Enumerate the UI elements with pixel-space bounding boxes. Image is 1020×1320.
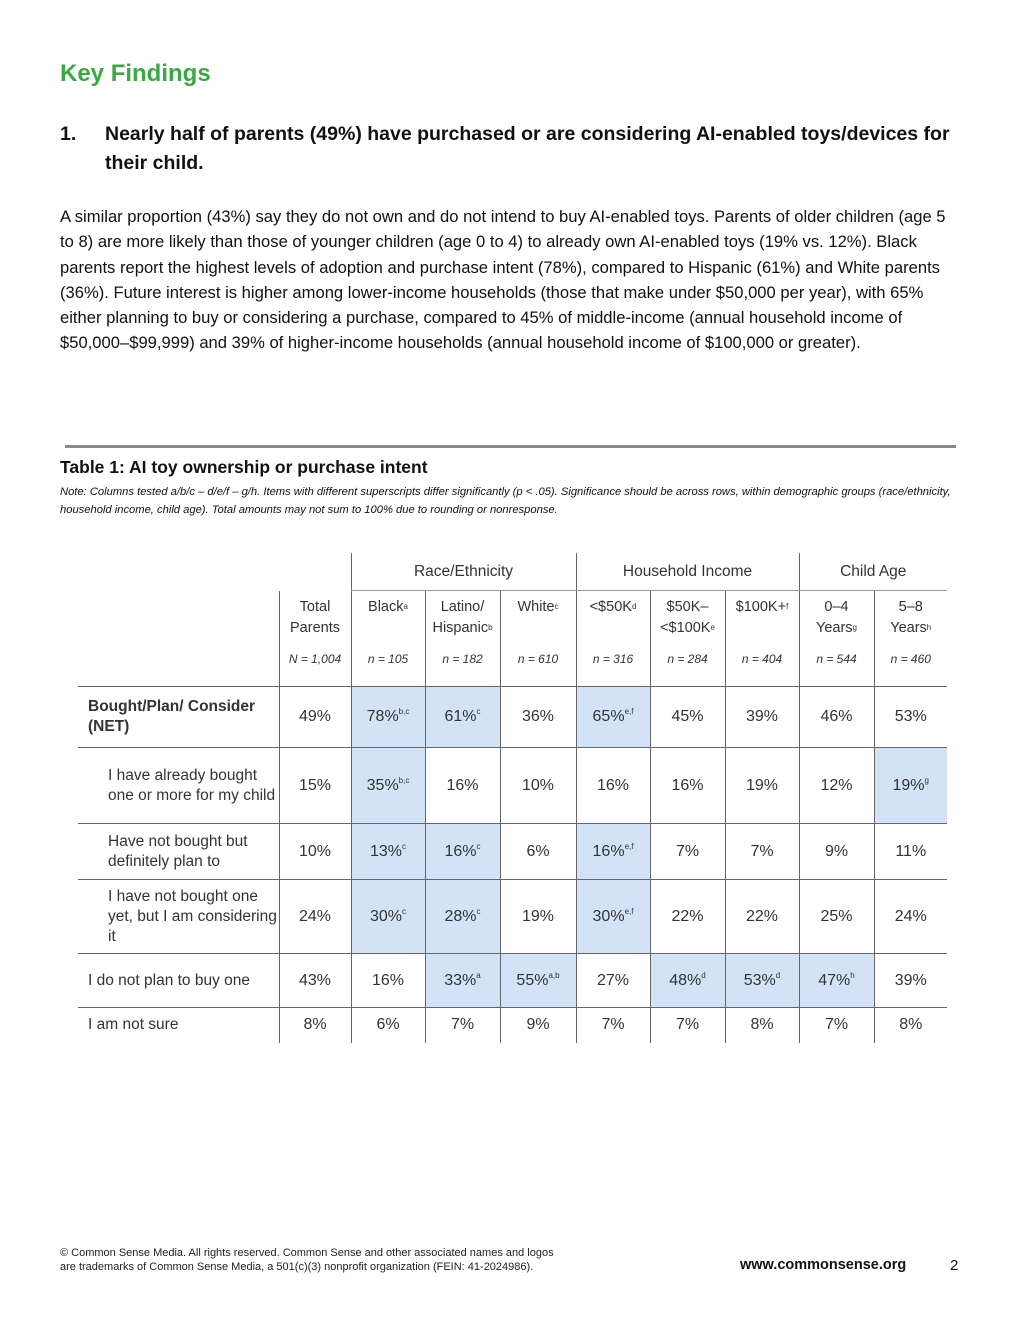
column-label: White [517,599,555,615]
column-header [279,591,351,687]
table-cell [351,824,425,880]
table-cell [351,1008,425,1043]
table-row [78,748,947,824]
column-superscript: e [710,623,715,632]
group-child-age: Child Age [799,553,947,591]
table-cell [279,954,351,1008]
cell-value: 53% [894,708,927,725]
cell-value: 13% [369,842,403,860]
column-label: $50K– [666,599,709,615]
cell-value: 28% [444,907,477,925]
cell-superscript: h [850,970,855,980]
column-header [874,591,947,687]
cell-value: 7% [824,1016,849,1034]
sample-size: n = 182 [442,652,483,666]
column-label-line2: Years [890,620,927,636]
column-header [725,591,799,687]
table-cell [351,687,425,748]
column-label-line2: <$100K [660,620,711,636]
cell-value: 30% [369,907,403,925]
table-cell [425,687,500,748]
column-superscript: c [554,602,559,611]
cell-superscript: b,c [398,707,410,716]
cell-value: 45% [671,708,704,725]
table-title: Table 1: AI toy ownership or purchase intent [60,457,428,477]
table-cell [279,748,351,824]
cell-value: 8% [303,1016,327,1034]
table-cell [799,748,874,824]
cell-value: 47% [818,971,851,989]
table-cell [799,1008,874,1043]
table-cell [725,880,799,954]
table-cell [725,824,799,880]
table-cell [500,954,576,1008]
table-cell [650,954,725,1008]
table-cell [725,1008,799,1043]
cell-superscript: e,f [624,707,634,716]
table-row [78,954,947,1008]
cell-value: 65% [592,708,625,725]
cell-superscript: d [701,970,706,980]
column-label: <$50K [589,599,632,615]
cell-value: 78% [366,708,399,725]
table-cell [500,748,576,824]
column-superscript: a [403,602,408,611]
column-label: $100K+ [735,599,787,615]
sample-size: N = 1,004 [288,651,342,666]
table-cell [874,880,947,954]
sample-size: n = 544 [816,652,857,666]
column-superscript: h [926,623,932,632]
cell-value: 24% [298,907,332,925]
cell-value: 10% [298,842,332,860]
cell-superscript: c [476,906,481,916]
table-cell [576,880,650,954]
cell-value: 39% [745,708,779,725]
group-header-row [78,553,947,591]
finding-text: Nearly half of parents (49%) have purchased or are considering AI-enabled toys/devices for their child. [105,123,950,174]
table-cell [650,687,725,748]
cell-superscript: a,b [548,970,560,980]
cell-superscript: b,c [398,775,410,785]
table-cell [279,1008,351,1043]
table-row [78,824,947,880]
column-header [799,591,874,687]
cell-value: 7% [750,842,774,860]
row-label: Bought/Plan/ Consider (NET) [78,687,279,748]
cell-value: 11% [895,842,927,860]
cell-value: 36% [521,708,555,725]
table-cell [279,687,351,748]
table-row [78,1008,947,1043]
table-cell [725,687,799,748]
table-cell [351,880,425,954]
finding-number: 1. [60,123,77,145]
row-label: Have not bought but definitely plan to [78,824,279,880]
column-header [425,591,500,687]
table-cell [425,954,500,1008]
table-cell [576,687,650,748]
table-cell [351,954,425,1008]
cell-value: 6% [526,842,550,860]
table-cell [725,954,799,1008]
cell-superscript: d [775,970,781,980]
sample-size: n = 610 [517,652,559,666]
cell-value: 7% [675,1016,700,1034]
table-cell [650,1008,725,1043]
row-label: I do not plan to buy one [78,954,279,1008]
table-cell [576,1008,650,1043]
column-superscript: b [488,623,493,632]
group-household-income: Household Income [576,553,799,591]
cell-value: 46% [820,708,853,725]
cell-value: 15% [298,776,332,794]
cell-value: 16% [446,776,479,794]
column-label-line2: Hispanic [432,620,489,636]
column-label: Latino/ [440,599,485,615]
table-cell [500,687,576,748]
table-cell [500,824,576,880]
cell-value: 27% [596,971,630,989]
cell-superscript: g [924,775,929,785]
table-cell [799,687,874,748]
cell-value: 6% [376,1016,400,1034]
table-cell [799,824,874,880]
cell-superscript: c [402,841,407,851]
table-cell [425,880,500,954]
column-header [351,591,425,687]
cell-value: 22% [671,907,704,925]
row-label: I have already bought one or more for my child [78,748,279,824]
cell-value: 19% [745,776,779,794]
cell-value: 16% [371,971,405,989]
column-superscript: f [786,602,789,611]
cell-superscript: e,f [624,906,634,916]
column-label: Black [368,599,404,615]
copyright [60,1246,554,1274]
cell-value: 39% [894,971,927,989]
sample-size: n = 460 [890,652,931,666]
table-cell [500,880,576,954]
cell-value: 55% [516,971,549,989]
table-cell [874,1008,947,1043]
table-cell [725,748,799,824]
column-header [650,591,725,687]
table-cell [874,824,947,880]
data-table [78,553,947,1043]
column-header [576,591,650,687]
cell-value: 22% [745,907,779,925]
cell-value: 43% [298,971,332,989]
section-heading: Key Findings [60,60,211,87]
table-cell [425,748,500,824]
column-superscript: d [631,602,637,611]
cell-value: 8% [750,1016,774,1034]
column-label-line2: Parents [290,619,340,636]
table-cell [425,1008,500,1043]
finding-heading [60,120,970,178]
cell-value: 24% [894,907,927,925]
cell-value: 25% [820,907,853,925]
cell-value: 7% [675,842,700,860]
column-header-row [78,591,947,687]
column-superscript: g [852,623,857,632]
sample-size: n = 316 [592,652,634,666]
column-label-line2: Years [815,620,853,636]
cell-value: 8% [899,1016,923,1034]
row-label: I have not bought one yet, but I am considering it [78,880,279,954]
cell-value: 10% [521,776,555,794]
cell-value: 12% [820,776,853,794]
column-label: 0–4 [824,599,849,615]
cell-value: 7% [601,1016,625,1034]
table-cell [351,748,425,824]
table-cell [650,824,725,880]
sample-size: n = 404 [741,652,783,666]
sample-size: n = 284 [667,652,708,666]
cell-value: 16% [671,776,704,794]
table-cell [576,824,650,880]
cell-superscript: a [476,970,481,980]
cell-value: 49% [298,708,332,725]
table-cell [874,687,947,748]
body-paragraph: A similar proportion (43%) say they do not own and do not intend to buy AI-enabled toys. Parents of older children (age 5 to 8) are more likely than those of younger children (age 0 to 4) to already own AI-enabled toys (19% vs. 12%). Black parents report the highest levels of adoption and purchase intent (78%), compared to Hispanic (61%) and White parents (36%). Future interest is higher among lower-income households (those that make under $50,000 per year), with 65% either planning to buy or considering a purchase, compared to 45% of middle-income (annual household income of $50,000–$99,999) and 39% of higher-income households (annual household income of $100,000 or greater). [60,207,946,353]
cell-value: 19% [521,907,555,925]
copyright-line-2: are trademarks of Common Sense Media, a 501(c)(3) nonprofit organization (FEIN: 41-2024986). [60,1261,534,1273]
table-cell [650,880,725,954]
cell-superscript: e,f [624,841,634,851]
sample-size: n = 105 [367,652,409,666]
table-cell [874,748,947,824]
table-cell [576,954,650,1008]
table-cell [650,748,725,824]
row-label: I am not sure [78,1008,279,1043]
column-header [500,591,576,687]
table-note: Note: Columns tested a/b/c – d/e/f – g/h. Items with different superscripts differ significantly (p < .05). Significance should be across rows, within demographic groups (race/ethnicity, household income, child age). Total amounts may not sum to 100% due to rounding or nonresponse. [60,486,951,516]
table-cell [576,748,650,824]
website-link[interactable]: www.commonsense.org [740,1257,907,1273]
cell-superscript: c [476,707,481,716]
cell-value: 16% [444,842,477,860]
column-label: 5–8 [898,599,923,615]
column-label: Total [299,598,331,615]
cell-value: 16% [592,842,625,860]
table-cell [279,880,351,954]
copyright-line-1: © Common Sense Media. All rights reserved. Common Sense and other associated names and logos [60,1247,554,1259]
table-row [78,880,947,954]
cell-superscript: c [476,841,481,851]
table-cell [799,954,874,1008]
cell-value: 9% [526,1016,550,1034]
cell-value: 19% [892,776,925,794]
cell-value: 48% [669,971,702,989]
table-row [78,687,947,748]
cell-value: 30% [592,907,625,925]
table-cell [874,954,947,1008]
cell-value: 61% [444,708,477,725]
table-cell [799,880,874,954]
cell-value: 7% [450,1016,475,1034]
cell-value: 9% [824,842,849,860]
cell-value: 16% [596,776,630,794]
table-cell [279,824,351,880]
divider [65,445,956,448]
page-number: 2 [950,1257,959,1274]
cell-value: 33% [444,971,477,989]
cell-value: 53% [743,971,776,989]
group-race-ethnicity: Race/Ethnicity [351,553,576,591]
cell-value: 35% [366,776,399,794]
cell-superscript: c [402,906,407,916]
table-cell [500,1008,576,1043]
table-cell [425,824,500,880]
